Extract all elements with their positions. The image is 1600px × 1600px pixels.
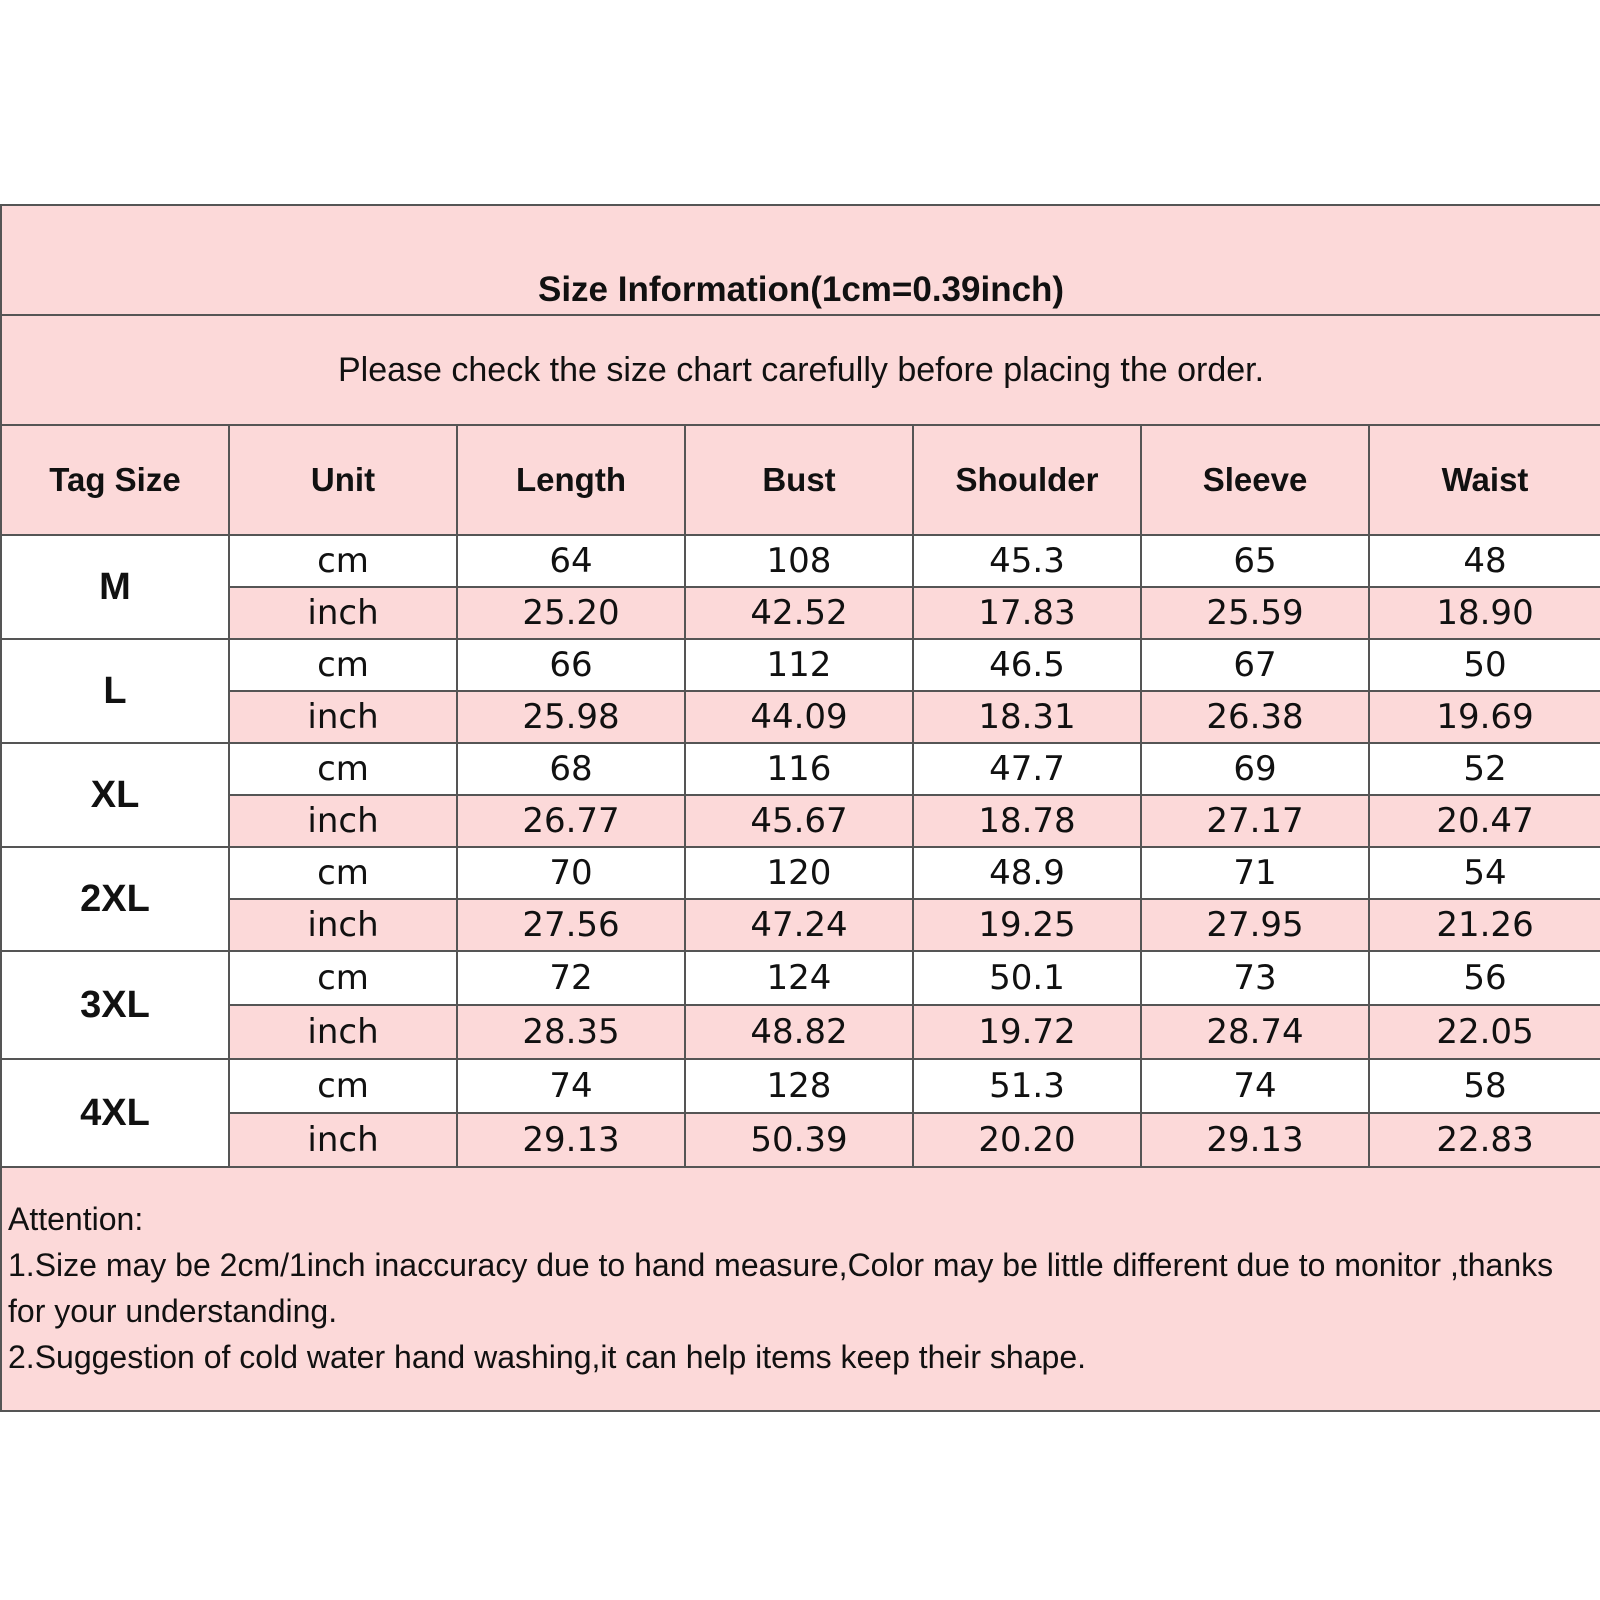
bust-cell: 112 — [685, 639, 913, 691]
sleeve-cell: 25.59 — [1141, 587, 1369, 639]
unit-cell: inch — [229, 1005, 457, 1059]
sleeve-cell: 67 — [1141, 639, 1369, 691]
length-cell: 27.56 — [457, 899, 685, 951]
waist-cell: 56 — [1369, 951, 1600, 1005]
unit-cell: inch — [229, 1113, 457, 1167]
shoulder-cell: 18.31 — [913, 691, 1141, 743]
header-row — [1, 425, 1600, 535]
bust-cell: 120 — [685, 847, 913, 899]
length-cell: 68 — [457, 743, 685, 795]
size-row-inch — [1, 1113, 1600, 1167]
unit-cell: inch — [229, 587, 457, 639]
shoulder-cell: 50.1 — [913, 951, 1141, 1005]
unit-cell: cm — [229, 1059, 457, 1113]
header-bust: Bust — [685, 425, 913, 535]
bust-cell: 108 — [685, 535, 913, 587]
tag-size-cell: XL — [1, 743, 229, 847]
shoulder-cell: 18.78 — [913, 795, 1141, 847]
sleeve-cell: 28.74 — [1141, 1005, 1369, 1059]
unit-cell: cm — [229, 743, 457, 795]
attention-cell — [1, 1167, 1600, 1411]
sleeve-cell: 71 — [1141, 847, 1369, 899]
header-sleeve: Sleeve — [1141, 425, 1369, 535]
sleeve-cell: 26.38 — [1141, 691, 1369, 743]
header-length: Length — [457, 425, 685, 535]
shoulder-cell: 45.3 — [913, 535, 1141, 587]
sleeve-cell: 27.95 — [1141, 899, 1369, 951]
shoulder-cell: 47.7 — [913, 743, 1141, 795]
bust-cell: 44.09 — [685, 691, 913, 743]
sleeve-cell: 73 — [1141, 951, 1369, 1005]
attention-heading: Attention: — [8, 1201, 144, 1237]
shoulder-cell: 20.20 — [913, 1113, 1141, 1167]
size-row-inch — [1, 899, 1600, 951]
size-row-cm — [1, 847, 1600, 899]
waist-cell: 22.83 — [1369, 1113, 1600, 1167]
unit-cell: inch — [229, 899, 457, 951]
sleeve-cell: 27.17 — [1141, 795, 1369, 847]
waist-cell: 21.26 — [1369, 899, 1600, 951]
bust-cell: 47.24 — [685, 899, 913, 951]
sleeve-cell: 29.13 — [1141, 1113, 1369, 1167]
length-cell: 74 — [457, 1059, 685, 1113]
waist-cell: 18.90 — [1369, 587, 1600, 639]
size-row-cm — [1, 639, 1600, 691]
size-row-inch — [1, 1005, 1600, 1059]
attention-row — [1, 1167, 1600, 1411]
check-size-notice: Please check the size chart carefully before placing the order. — [337, 350, 1265, 389]
shoulder-cell: 19.72 — [913, 1005, 1141, 1059]
unit-cell: inch — [229, 795, 457, 847]
header-waist: Waist — [1369, 425, 1600, 535]
waist-cell: 48 — [1369, 535, 1600, 587]
shoulder-cell: 46.5 — [913, 639, 1141, 691]
size-information-title: Size Information(1cm=0.39inch) — [537, 270, 1065, 309]
subtitle-cell — [1, 315, 1600, 425]
waist-cell: 52 — [1369, 743, 1600, 795]
tag-size-cell: 4XL — [1, 1059, 229, 1167]
size-row-cm — [1, 535, 1600, 587]
shoulder-cell: 19.25 — [913, 899, 1141, 951]
sleeve-cell: 69 — [1141, 743, 1369, 795]
bust-cell: 50.39 — [685, 1113, 913, 1167]
length-cell: 66 — [457, 639, 685, 691]
sleeve-cell: 65 — [1141, 535, 1369, 587]
unit-cell: cm — [229, 535, 457, 587]
length-cell: 26.77 — [457, 795, 685, 847]
unit-cell: inch — [229, 691, 457, 743]
header-unit: Unit — [229, 425, 457, 535]
tag-size-cell: L — [1, 639, 229, 743]
tag-size-cell: 2XL — [1, 847, 229, 951]
tag-size-cell: M — [1, 535, 229, 639]
attention-note-1: 1.Size may be 2cm/1inch inaccuracy due to hand measure,Color may be little different due to monitor ,thanks for your understanding. — [8, 1247, 1554, 1329]
size-row-cm — [1, 743, 1600, 795]
size-row-inch — [1, 795, 1600, 847]
size-row-cm — [1, 951, 1600, 1005]
bust-cell: 48.82 — [685, 1005, 913, 1059]
title-cell — [1, 205, 1600, 315]
tag-size-cell: 3XL — [1, 951, 229, 1059]
length-cell: 25.20 — [457, 587, 685, 639]
attention-note-2: 2.Suggestion of cold water hand washing,it can help items keep their shape. — [8, 1339, 1086, 1375]
waist-cell: 54 — [1369, 847, 1600, 899]
unit-cell: cm — [229, 847, 457, 899]
waist-cell: 58 — [1369, 1059, 1600, 1113]
waist-cell: 50 — [1369, 639, 1600, 691]
size-row-inch — [1, 691, 1600, 743]
length-cell: 28.35 — [457, 1005, 685, 1059]
waist-cell: 20.47 — [1369, 795, 1600, 847]
bust-cell: 128 — [685, 1059, 913, 1113]
header-tag-size: Tag Size — [1, 425, 229, 535]
bust-cell: 116 — [685, 743, 913, 795]
title-row — [1, 205, 1600, 315]
bust-cell: 42.52 — [685, 587, 913, 639]
unit-cell: cm — [229, 951, 457, 1005]
size-row-cm — [1, 1059, 1600, 1113]
length-cell: 70 — [457, 847, 685, 899]
shoulder-cell: 51.3 — [913, 1059, 1141, 1113]
bust-cell: 124 — [685, 951, 913, 1005]
length-cell: 25.98 — [457, 691, 685, 743]
header-shoulder: Shoulder — [913, 425, 1141, 535]
unit-cell: cm — [229, 639, 457, 691]
size-chart-table — [0, 204, 1600, 1412]
waist-cell: 19.69 — [1369, 691, 1600, 743]
length-cell: 29.13 — [457, 1113, 685, 1167]
bust-cell: 45.67 — [685, 795, 913, 847]
shoulder-cell: 48.9 — [913, 847, 1141, 899]
size-row-inch — [1, 587, 1600, 639]
waist-cell: 22.05 — [1369, 1005, 1600, 1059]
subtitle-row — [1, 315, 1600, 425]
shoulder-cell: 17.83 — [913, 587, 1141, 639]
sleeve-cell: 74 — [1141, 1059, 1369, 1113]
length-cell: 64 — [457, 535, 685, 587]
length-cell: 72 — [457, 951, 685, 1005]
